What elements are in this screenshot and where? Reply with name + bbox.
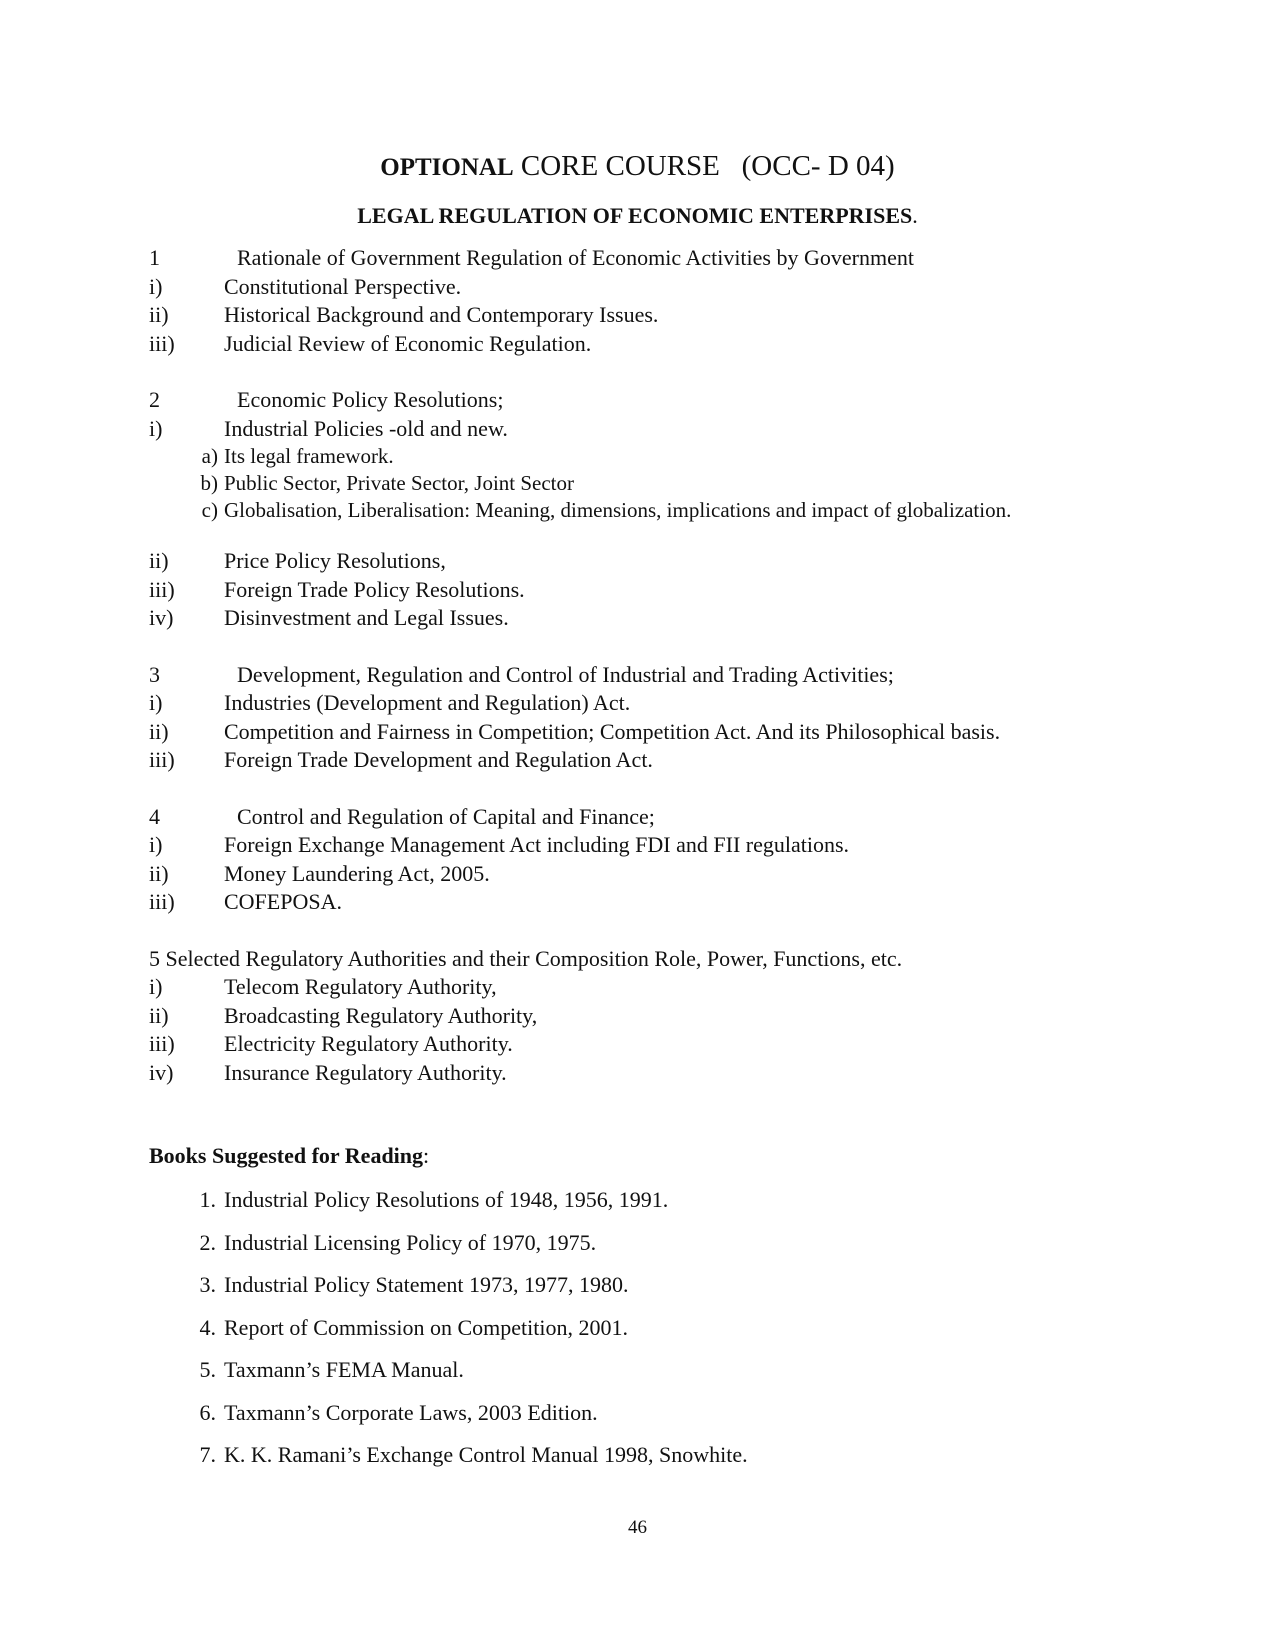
list-item: i) Constitutional Perspective. [149,273,462,299]
book-item: 7. K. K. Ramani’s Exchange Control Manual 1998, Snowhite. [199,1442,748,1467]
course-title-rest: CORE COURSE (OCC- D 04) [513,150,895,182]
section-1-heading: 1 Rationale of Government Regulation of Economic Activities by Government [149,245,914,270]
section-5-heading: 5 Selected Regulatory Authorities and their Composition Role, Power, Functions, etc. [149,945,903,971]
list-item: iii) Electricity Regulatory Authority. [149,1031,513,1056]
list-item: i) Foreign Exchange Management Act including FDI and FII regulations. [149,832,850,857]
books-list [149,1186,748,1484]
book-item: 5. Taxmann’s FEMA Manual. [199,1357,464,1382]
list-item: iii) Foreign Trade Policy Resolutions. [149,576,525,602]
book-item: 3. Industrial Policy Statement 1973, 1977, 1980. [199,1272,629,1297]
list-item: i) Industries (Development and Regulation) Act. [149,690,631,715]
list-item: ii) Competition and Fairness in Competition; Competition Act. And its Philosophical basis. [149,718,1001,744]
page-number: 46 [628,1517,647,1538]
section-3-heading: 3 Development, Regulation and Control of Industrial and Trading Activities; [149,661,894,687]
list-item: iii) COFEPOSA. [149,889,342,914]
book-item: 1. Industrial Policy Resolutions of 1948, 1956, 1991. [199,1187,669,1212]
course-title [0,148,1275,186]
book-item: 4. Report of Commission on Competition, 2001. [199,1314,628,1340]
section-2-heading: 2 Economic Policy Resolutions; [149,387,504,412]
list-item: ii) Broadcasting Regulatory Authority, [149,1002,538,1028]
list-item: iv) Insurance Regulatory Authority. [149,1059,507,1085]
list-item: ii) Price Policy Resolutions, [149,548,446,573]
course-subtitle: LEGAL REGULATION OF ECONOMIC ENTERPRISES. [357,203,918,228]
list-item: iv) Disinvestment and Legal Issues. [149,605,509,630]
syllabus-content [149,244,1209,1087]
list-item: i) Telecom Regulatory Authority, [149,974,497,999]
list-item: iii) Judicial Review of Economic Regulation. [149,330,592,356]
books-heading: Books Suggested for Reading: [149,1143,430,1168]
section-4-heading: 4 Control and Regulation of Capital and Finance; [149,803,655,829]
book-item: 2. Industrial Licensing Policy of 1970, 1975. [199,1229,597,1255]
book-item: 6. Taxmann’s Corporate Laws, 2003 Edition. [199,1399,598,1425]
sub-list-item: c) Globalisation, Liberalisation: Meaning, dimensions, implications and impact of globalization. [201,498,1012,522]
list-item: ii) Money Laundering Act, 2005. [149,860,490,886]
course-title-bold: OPTIONAL [380,154,514,181]
sub-list-item: b) Public Sector, Private Sector, Joint Sector [200,471,575,495]
sub-list-item: a) Its legal framework. [201,444,394,468]
list-item: i) Industrial Policies -old and new. [149,415,508,441]
list-item: iii) Foreign Trade Development and Regulation Act. [149,747,653,772]
list-item: ii) Historical Background and Contemporary Issues. [149,302,659,327]
